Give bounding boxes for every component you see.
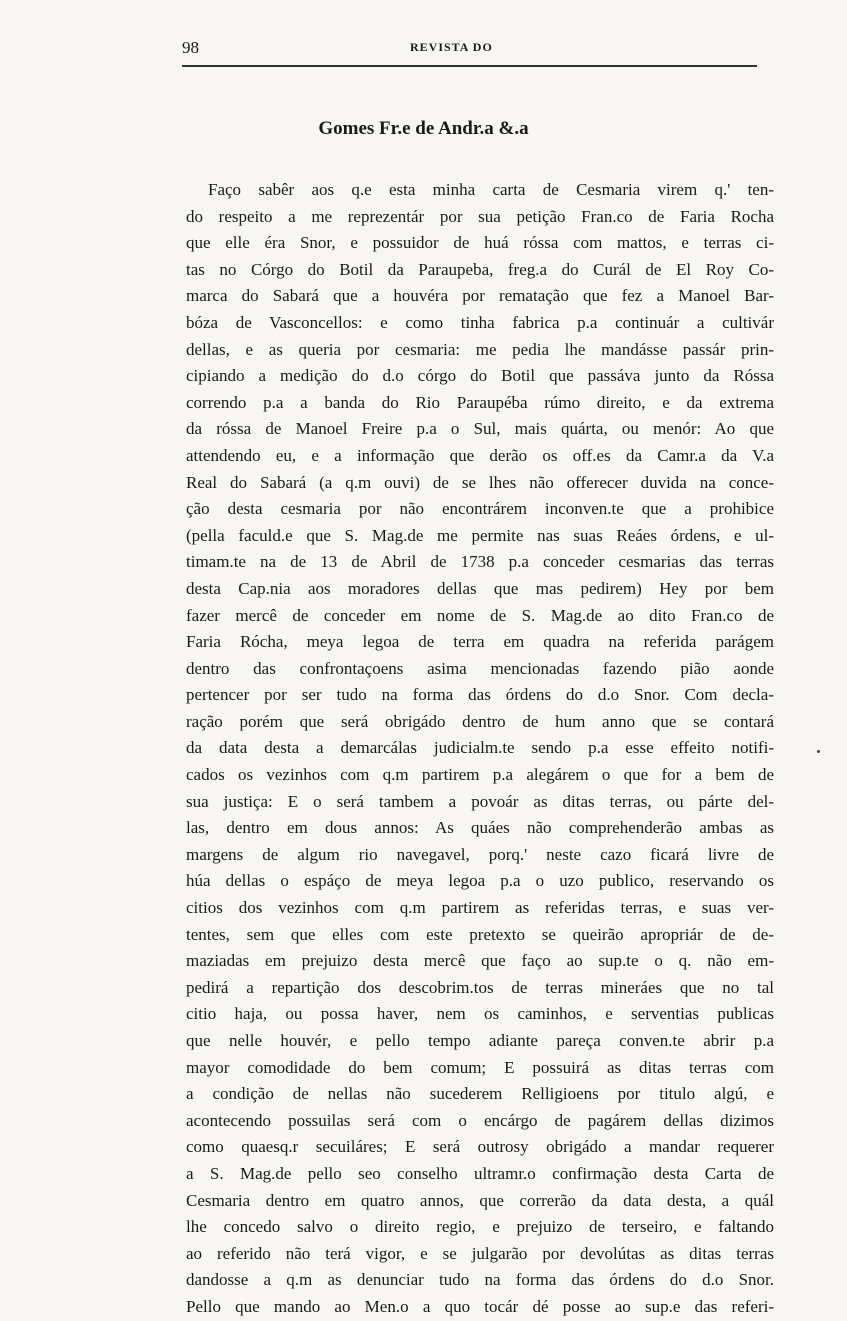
text-line: ração porém que será obrigádo dentro de hum anno que se contará: [186, 711, 774, 731]
text-line: que elle éra Snor, e possuidor de huá róssa com mattos, e terras ci-: [186, 233, 774, 253]
text-line: Faço sabêr aos q.e esta minha carta de Cesmaria virem q.' ten-: [208, 180, 774, 199]
text-line: tas no Córgo do Botil da Paraupeba, freg.a do Curál de El Roy Co-: [186, 259, 774, 279]
running-head: REVISTA DO: [410, 40, 493, 54]
text-line: desta Cap.nia aos moradores dellas que mas pedirem) Hey por bem: [186, 578, 774, 598]
text-line: húa dellas o espáço de meya legoa p.a o uzo publico, reservando os: [186, 871, 774, 891]
text-line: que nelle houvér, e pello tempo adiante pareça conven.te abrir p.a: [186, 1031, 774, 1050]
text-line: dellas, e as queria por cesmaria: me pedia lhe mandásse passár prin-: [186, 339, 774, 359]
document-title: Gomes Fr.e de Andr.a &.a: [318, 118, 529, 139]
text-line: acontecendo possuilas será com o encárgo de pagárem dellas dizimos: [186, 1110, 774, 1130]
text-line: dentro das confrontaçoens asima mencionadas fazendo pião aonde: [186, 658, 774, 678]
text-line: Faria Rócha, meya legoa de terra em quadra na referida parágem: [186, 632, 774, 652]
text-line: dandosse a q.m as denunciar tudo na forma das órdens do d.o Snor.: [186, 1270, 774, 1290]
text-line: correndo p.a a banda do Rio Paraupéba rúmo direito, e da extrema: [186, 392, 774, 412]
text-line: Cesmaria dentro em quatro annos, que correrão da data desta, a quál: [186, 1190, 774, 1210]
text-line: attendendo eu, e a informação que derão os off.es da Camr.a da V.a: [186, 445, 774, 465]
text-line: a S. Mag.de pello seo conselho ultramr.o confirmação desta Carta de: [186, 1163, 774, 1183]
text-line: como quaesq.r secuiláres; E será outrosy obrigádo a mandar requerer: [186, 1137, 774, 1157]
text-line: Real do Sabará (a q.m ouvi) de se lhes não offerecer duvida na conce-: [186, 472, 774, 492]
text-line: marca do Sabará que a houvéra por rematação que fez a Manoel Bar-: [186, 286, 774, 306]
text-line: da róssa de Manoel Freire p.a o Sul, mais quárta, ou menór: Ao que: [186, 419, 774, 439]
text-line: pedirá a repartição dos descobrim.tos de terras mineráes que no tal: [186, 977, 774, 997]
page-number: 98: [182, 38, 199, 57]
text-line: do respeito a me reprezentár por sua petição Fran.co de Faria Rocha: [186, 206, 774, 226]
text-line: da data desta a demarcálas judicialm.te sendo p.a esse effeito notifi-: [186, 738, 774, 758]
text-line: (pella faculd.e que S. Mag.de me permite nas suas Reáes órdens, e ul-: [186, 525, 774, 545]
ink-speck: [817, 750, 820, 753]
text-line: Pello que mando ao Men.o a quo tocár dé posse ao sup.e das referi-: [186, 1296, 774, 1316]
text-line: sua justiça: E o será tambem a povoár as ditas terras, ou párte del-: [186, 791, 774, 811]
text-line: mayor comodidade do bem comum; E possuirá as ditas terras com: [186, 1057, 774, 1077]
header-rule: [182, 65, 757, 67]
text-line: cados os vezinhos com q.m partirem p.a alegárem o que for a bem de: [186, 765, 774, 785]
text-line: maziadas em prejuizo desta mercê que faço ao sup.te o q. não em-: [186, 951, 774, 971]
text-line: citios dos vezinhos com q.m partirem as referidas terras, e suas ver-: [186, 898, 774, 918]
text-line: pertencer por ser tudo na forma das órdens do d.o Snor. Com decla-: [186, 685, 774, 705]
document-body: [186, 177, 774, 1321]
text-line: citio haja, ou possa haver, nem os caminhos, e serventias publicas: [186, 1004, 774, 1024]
text-line: bóza de Vasconcellos: e como tinha fabrica p.a continuár a cultivár: [186, 312, 774, 332]
text-line: fazer mercê de conceder em nome de S. Mag.de ao dito Fran.co de: [186, 605, 774, 625]
text-line: tentes, sem que elles com este pretexto se queirão apropriár de de-: [186, 924, 774, 944]
page-header: [182, 38, 757, 60]
text-line: lhe concedo salvo o direito regio, e prejuizo de terseiro, e faltando: [186, 1217, 774, 1237]
text-line: cipiando a medição do d.o córgo do Botil que passáva junto da Róssa: [186, 366, 774, 386]
text-line: ção desta cesmaria por não encontrárem inconven.te que a prohibice: [186, 499, 774, 519]
text-line: las, dentro em dous annos: As quáes não comprehenderão ambas as: [186, 818, 774, 838]
text-line: ao referido não terá vigor, e se julgarão por devolútas as ditas terras: [186, 1243, 774, 1263]
text-line: margens de algum rio navegavel, porq.' neste cazo ficará livre de: [186, 844, 774, 864]
text-line: a condição de nellas não sucederem Relligioens por titulo algú, e: [186, 1084, 774, 1104]
text-line: timam.te na de 13 de Abril de 1738 p.a conceder cesmarias das terras: [186, 552, 774, 572]
